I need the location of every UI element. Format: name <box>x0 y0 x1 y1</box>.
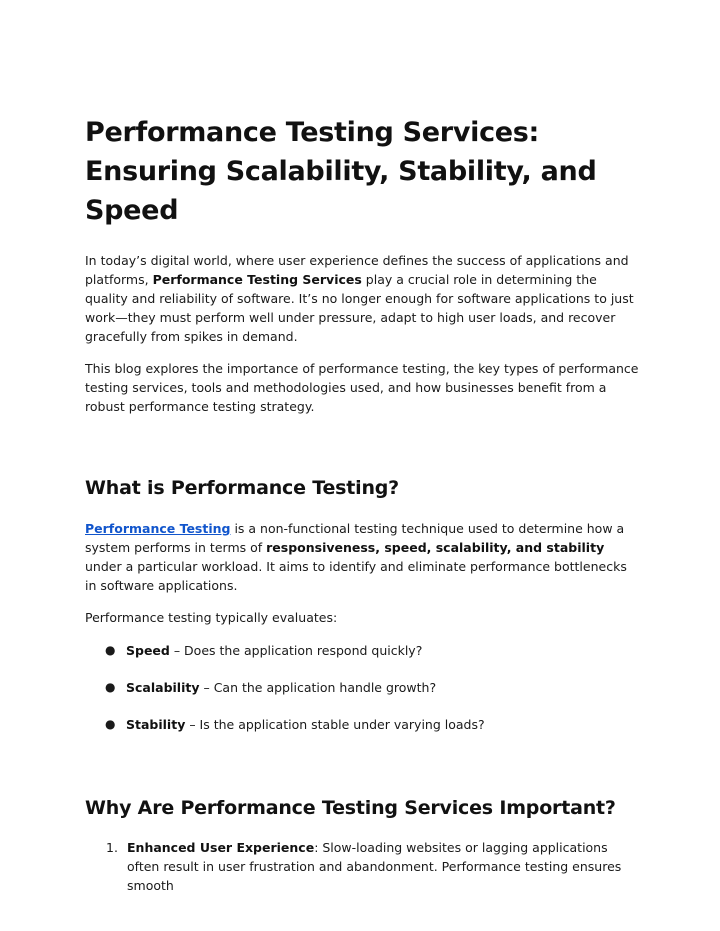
bullet-desc: – Does the application respond quickly? <box>169 643 423 658</box>
importance-numbered-list <box>85 838 640 895</box>
numbered-desc: : Slow-loading websites or lagging applications often result in user frustration and abandonment. Performance testing ensures smooth <box>127 840 622 893</box>
bullet-icon: ● <box>105 680 116 694</box>
bullet-term: Stability <box>126 717 186 732</box>
list-item <box>85 641 640 660</box>
bullet-term: Scalability <box>126 680 200 695</box>
intro-paragraph <box>85 251 640 346</box>
document-title: Performance Testing Services: Ensuring Scalability, Stability, and Speed <box>85 117 597 226</box>
bullet-desc: – Can the application handle growth? <box>199 680 437 695</box>
performance-testing-link[interactable]: Performance Testing <box>85 521 231 536</box>
evaluation-bullet-list <box>85 641 640 734</box>
section-heading-why-important: Why Are Performance Testing Services Important? <box>85 797 616 819</box>
list-number: 1. <box>106 840 118 855</box>
overview-paragraph: This blog explores the importance of performance testing, the key types of performance testing services, tools and methodologies used, and how businesses benefit from a robust performance testing strategy. <box>85 361 639 414</box>
intro-text-2: play a crucial role in determining the quality and reliability of software. It’s no longer enough for software applications to just work—they must perform well under pressure, adapt to high user loads, and recover gracefully from spikes in demand. <box>85 272 634 344</box>
definition-text-1: is a non-functional testing technique used to determine how a system performs in terms of <box>85 521 625 555</box>
definition-bold-term: responsiveness, speed, scalability, and stability <box>266 540 605 555</box>
intro-bold-term: Performance Testing Services <box>152 272 362 287</box>
section-heading-what-is: What is Performance Testing? <box>85 477 399 499</box>
list-item <box>85 838 640 895</box>
bullet-term: Speed <box>126 643 170 658</box>
definition-paragraph <box>85 519 640 595</box>
evaluates-intro: Performance testing typically evaluates: <box>85 610 338 625</box>
numbered-term: Enhanced User Experience <box>127 840 315 855</box>
list-item <box>85 715 640 734</box>
document-content <box>85 113 640 895</box>
bullet-icon: ● <box>105 717 116 731</box>
bullet-desc: – Is the application stable under varying loads? <box>185 717 485 732</box>
intro-text-1: In today’s digital world, where user experience defines the success of applications and platforms, <box>85 253 629 287</box>
definition-text-2: under a particular workload. It aims to identify and eliminate performance bottlenecks in software applications. <box>85 559 627 593</box>
list-item <box>85 678 640 697</box>
bullet-icon: ● <box>105 643 116 657</box>
